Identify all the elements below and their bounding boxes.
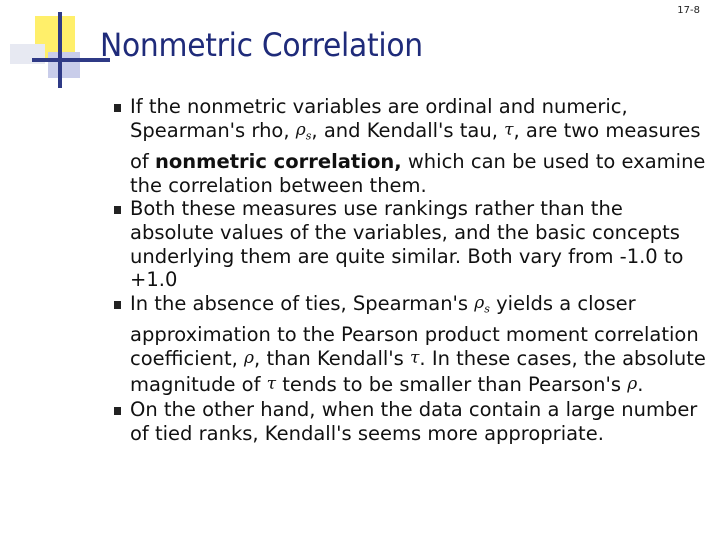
bullet-item-4: On the other hand, when the data contain a large number of tied ranks, Kendall's seems more appropriate. bbox=[96, 398, 711, 445]
rho-symbol: ρ bbox=[244, 347, 255, 368]
tau-symbol: τ bbox=[266, 373, 277, 394]
bullet-item-2: Both these measures use rankings rather than the absolute values of the variables, and the basic concepts underlying them are quite similar. Both vary from -1.0 to +1.0 bbox=[96, 197, 711, 292]
bullet-marker-icon bbox=[114, 104, 121, 112]
page-number: 17-8 bbox=[677, 5, 700, 16]
bold-term: nonmetric correlation, bbox=[155, 149, 402, 173]
rho-symbol: ρ bbox=[627, 373, 638, 394]
bullet-item-3: In the absence of ties, Spearman's $\rho_s$ yields a closer approximation to the Pearson product moment correlation coefficient, ρ, than Kendall's τ. In these cases, the absolute magnitude of τ tends to be smaller than Pearson's ρ. bbox=[96, 292, 711, 398]
tau-symbol: τ bbox=[504, 119, 514, 140]
tau-symbol: τ bbox=[410, 347, 420, 368]
bullet-marker-icon bbox=[114, 206, 121, 214]
bullet-list bbox=[96, 95, 711, 446]
slide-logo bbox=[0, 0, 110, 100]
bullet-marker-icon bbox=[114, 301, 121, 309]
slide-title: Nonmetric Correlation bbox=[100, 26, 423, 64]
bullet-item-1: If the nonmetric variables are ordinal and numeric, Spearman's rho, $\rho_s$, and Kendall's tau, τ, are two measures of nonmetric correlation, which can be used to examine the correlation between them. bbox=[96, 95, 711, 197]
rho-s-symbol: $\rho_s$ bbox=[295, 119, 312, 143]
bullet-marker-icon bbox=[114, 407, 121, 415]
rho-s-symbol: $\rho_s$ bbox=[474, 293, 490, 316]
